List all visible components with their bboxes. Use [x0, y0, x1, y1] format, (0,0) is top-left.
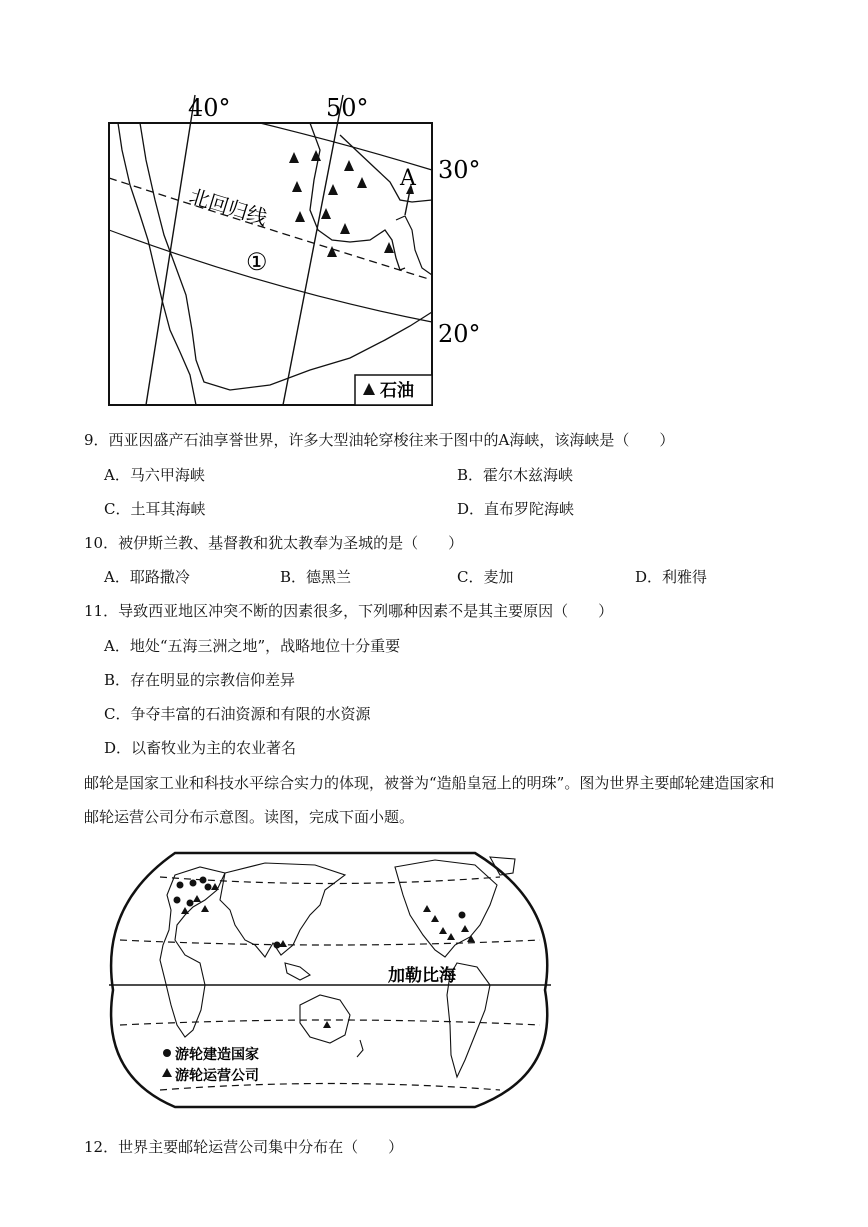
- map-frame: [109, 123, 432, 405]
- oil-marker: [328, 184, 338, 195]
- q10-option-b[interactable]: B．德黑兰: [280, 568, 352, 586]
- legend-building-label: 游轮建造国家: [175, 1047, 259, 1063]
- tropic-label: 北回归线: [186, 183, 271, 231]
- oman-coast: [396, 216, 432, 275]
- lon-label-40: 40°: [188, 94, 231, 122]
- oil-marker: [344, 160, 354, 171]
- question-9-stem: 9．西亚因盛产石油享誉世界，许多大型油轮穿梭往来于图中的A海峡，该海峡是（ ）: [84, 431, 675, 449]
- oil-marker: [327, 246, 337, 257]
- passage-line-1: 邮轮是国家工业和科技水平综合实力的体现，被誉为“造船皇冠上的明珠”。图为世界主要邮轮建造国家和: [84, 774, 775, 792]
- building-marker: [200, 877, 207, 884]
- building-marker: [205, 884, 212, 891]
- oil-marker: [321, 208, 331, 219]
- oil-marker: [289, 152, 299, 163]
- legend-operating-label: 游轮运营公司: [175, 1068, 259, 1084]
- building-marker: [459, 912, 466, 919]
- parallel-20: [109, 230, 432, 322]
- q11-option-d[interactable]: D．以畜牧业为主的农业著名: [104, 739, 297, 757]
- q11-option-b[interactable]: B．存在明显的宗教信仰差异: [104, 671, 296, 689]
- q9-option-d[interactable]: D．直布罗陀海峡: [457, 500, 575, 518]
- region-label-1: ①: [246, 248, 268, 276]
- building-marker: [177, 882, 184, 889]
- q9-option-a[interactable]: A．马六甲海峡: [104, 466, 205, 484]
- gulf-coast-north: [340, 135, 432, 202]
- oil-marker: [295, 211, 305, 222]
- parallel-30: [260, 123, 432, 170]
- q11-option-c[interactable]: C．争夺丰富的石油资源和有限的水资源: [104, 705, 371, 723]
- oil-marker: [340, 223, 350, 234]
- q10-option-a[interactable]: A．耶路撒冷: [104, 568, 190, 586]
- q10-option-c[interactable]: C．麦加: [457, 568, 514, 586]
- question-10-stem: 10．被伊斯兰教、基督教和犹太教奉为圣城的是（ ）: [84, 534, 464, 552]
- tropic-of-cancer: [109, 178, 432, 280]
- lat-label-20: 20°: [438, 320, 481, 348]
- q11-option-a[interactable]: A．地处“五海三洲之地”，战略地位十分重要: [104, 637, 401, 655]
- lat-label-30: 30°: [438, 156, 481, 184]
- legend-building-icon: [163, 1049, 171, 1057]
- meridian-40: [146, 95, 195, 405]
- question-12-stem: 12．世界主要邮轮运营公司集中分布在（ ）: [84, 1138, 404, 1156]
- building-marker: [190, 880, 197, 887]
- building-marker: [174, 897, 181, 904]
- q10-option-d[interactable]: D．利雅得: [635, 568, 708, 586]
- oil-marker: [292, 181, 302, 192]
- question-11-stem: 11．导致西亚地区冲突不断的因素很多，下列哪种因素不是其主要原因（ ）: [84, 602, 614, 620]
- q9-option-c[interactable]: C．土耳其海峡: [104, 500, 206, 518]
- oil-marker: [357, 177, 367, 188]
- legend-oil-label: 石油: [380, 381, 414, 401]
- west-asia-map: [100, 90, 500, 410]
- building-marker: [187, 900, 194, 907]
- lon-label-50: 50°: [326, 94, 369, 122]
- passage-line-2: 邮轮运营公司分布示意图。读图，完成下面小题。: [84, 808, 415, 826]
- arrow-label-a: A: [400, 166, 416, 191]
- world-cruise-map: [105, 845, 555, 1115]
- q9-option-b[interactable]: B．霍尔木兹海峡: [457, 466, 574, 484]
- building-marker: [274, 942, 281, 949]
- caribbean-sea-label: 加勒比海: [388, 966, 456, 986]
